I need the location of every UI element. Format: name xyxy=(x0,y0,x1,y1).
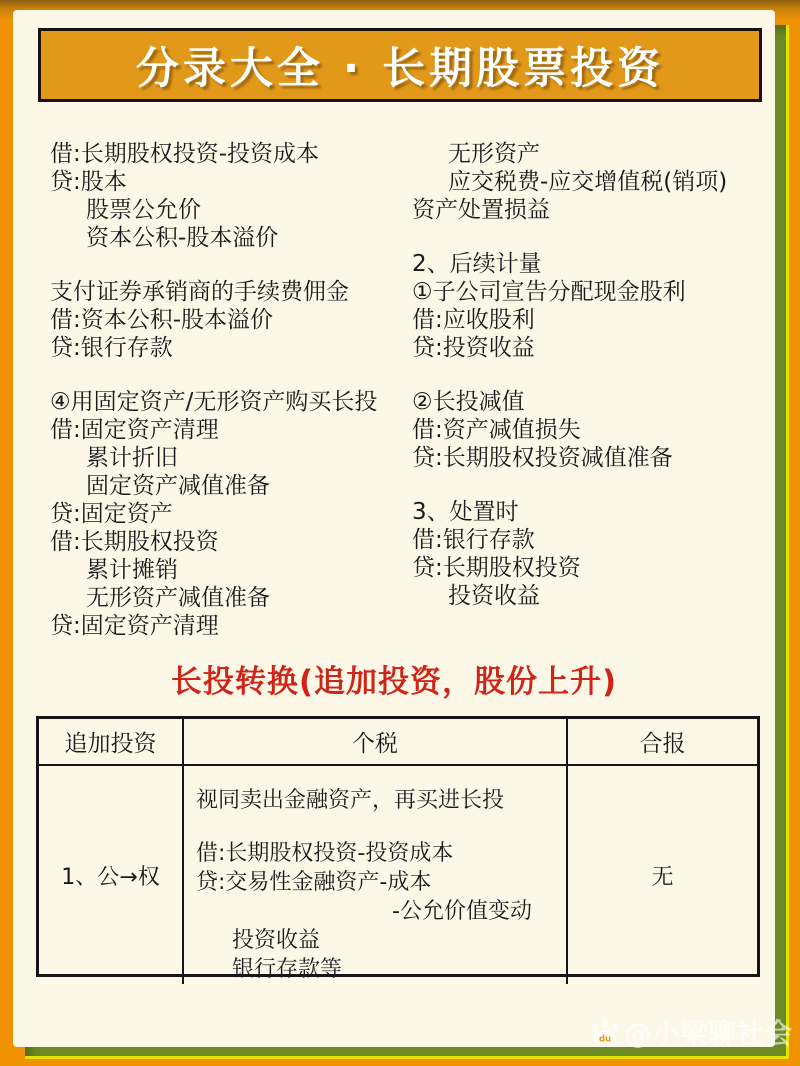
entry-line: 投资收益 xyxy=(448,583,540,609)
entry-line: 股票公允价 xyxy=(86,197,201,223)
entry-line: 贷:投资收益 xyxy=(412,335,535,361)
entries-column-right xyxy=(412,140,777,610)
entry-line: 借:应收股利 xyxy=(412,307,535,333)
section-heading: 长投转换(追加投资，股份上升) xyxy=(170,664,618,700)
entry-line: ②长投减值 xyxy=(412,389,525,415)
table-header-individual-tax: 个税 xyxy=(184,719,568,766)
entry-line: 累计摊销 xyxy=(86,557,178,583)
table-row-consolidated-value: 无 xyxy=(651,864,674,890)
entry-line: 借:资产减值损失 xyxy=(412,417,581,443)
note-line: 借:长期股权投资-投资成本 xyxy=(196,841,454,866)
note-line: 贷:交易性金融资产-成本 xyxy=(196,870,432,895)
conversion-table xyxy=(36,716,760,982)
entry-line: 借:银行存款 xyxy=(412,527,535,553)
watermark-text: @小梁聊社会 xyxy=(623,1017,792,1050)
entry-line: 贷:股本 xyxy=(50,169,127,195)
entry-line: 支付证券承销商的手续费佣金 xyxy=(50,279,349,305)
entry-line: 借:固定资产清理 xyxy=(50,417,219,443)
entry-line: 2、后续计量 xyxy=(412,251,542,277)
note-line: 视同卖出金融资产，再买进长投 xyxy=(196,788,505,813)
entry-line: 贷:固定资产清理 xyxy=(50,613,219,639)
entry-line: 借:资本公积-股本溢价 xyxy=(50,307,274,333)
entry-line xyxy=(412,362,777,388)
table-header-consolidated-report: 合报 xyxy=(568,719,757,766)
entry-line: ①子公司宣告分配现金股利 xyxy=(412,279,686,305)
note-line: 投资收益 xyxy=(232,928,321,953)
content-panel xyxy=(13,10,775,1047)
entry-line: ④用固定资产/无形资产购买长投 xyxy=(50,389,378,415)
entry-line: 应交税费-应交增值税(销项) xyxy=(448,169,728,195)
note-line: -公允价值变动 xyxy=(392,899,532,924)
watermark xyxy=(589,1014,792,1050)
entry-line: 资产处置损益 xyxy=(412,197,550,223)
entry-line: 无形资产减值准备 xyxy=(86,585,270,611)
entry-line xyxy=(412,224,777,250)
table-row-label: 1、公→权 xyxy=(39,766,184,984)
entry-line: 累计折旧 xyxy=(86,445,178,471)
page-title: 分录大全 · 长期股票投资 xyxy=(135,43,665,94)
entry-line xyxy=(50,252,415,278)
svg-text:du: du xyxy=(598,1034,612,1045)
title-banner xyxy=(38,28,762,102)
entry-line: 贷:固定资产 xyxy=(50,501,173,527)
entry-line: 3、处置时 xyxy=(412,499,519,525)
entry-line: 借:长期股权投资 xyxy=(50,529,219,555)
baidu-paw-icon xyxy=(589,1016,621,1048)
entry-line: 贷:长期股权投资减值准备 xyxy=(412,445,673,471)
table-header-add-investment: 追加投资 xyxy=(39,719,184,766)
entry-line: 资本公积-股本溢价 xyxy=(86,225,279,251)
entry-line: 固定资产减值准备 xyxy=(86,473,270,499)
entry-line: 贷:长期股权投资 xyxy=(412,555,581,581)
note-line xyxy=(196,815,566,839)
entries-column-left xyxy=(50,140,415,640)
entry-line: 借:长期股权投资-投资成本 xyxy=(50,141,320,167)
table-row-notes xyxy=(184,766,568,984)
entry-line: 贷:银行存款 xyxy=(50,335,173,361)
entry-line: 无形资产 xyxy=(448,141,540,167)
entry-line xyxy=(412,472,777,498)
entry-line xyxy=(50,362,415,388)
note-line: 银行存款等 xyxy=(232,957,343,982)
